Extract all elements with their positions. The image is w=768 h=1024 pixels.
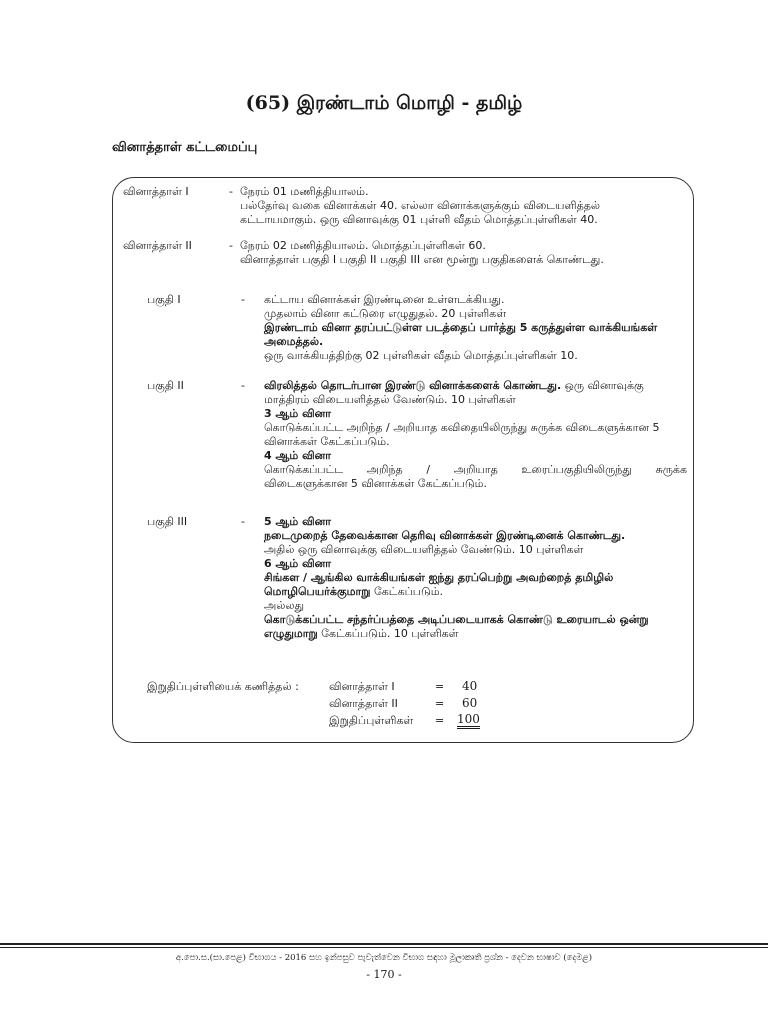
footer-rule bbox=[0, 943, 768, 945]
part2-line2: மாத்திரம் விடையளித்தல் வேண்டும். 10 புள்ளிகள் bbox=[264, 393, 516, 406]
paper2-text bbox=[240, 239, 683, 267]
paper2-line: நேரம் 02 மணித்தியாலம். மொத்தப்புள்ளிகள் 60. bbox=[240, 239, 486, 252]
q3-text: கொடுக்கப்பட்ட அறிந்த / அறியாத கவிதையிலிருந்து சுருக்க விடைகளுக்கான 5 வினாக்கள் கேட்கப்படும். bbox=[264, 421, 660, 448]
calc-total-value: 100 bbox=[457, 712, 480, 729]
calc-label: வினாத்தாள் I bbox=[329, 680, 395, 693]
paper1-label: வினாத்தாள் I bbox=[123, 185, 189, 198]
or-text: அல்லது bbox=[264, 599, 305, 612]
alt-line bbox=[264, 613, 687, 641]
calc-label: இறுதிப்புள்ளிகள் bbox=[329, 714, 414, 727]
paper2-dash: - bbox=[229, 239, 233, 252]
part1-line1: கட்டாய வினாக்கள் இரண்டினை உள்ளடக்கியது. bbox=[264, 293, 505, 306]
part1-text bbox=[264, 293, 687, 363]
calc-label: வினாத்தாள் II bbox=[329, 697, 398, 710]
part1-line2: முதலாம் வினா கட்டுரை எழுதுதல். 20 புள்ளிகள் bbox=[264, 307, 507, 320]
calc-eq: = bbox=[435, 697, 445, 710]
part1-dash: - bbox=[241, 293, 245, 306]
part2-bold: விரலித்தல் தொடர்பான இரண்டு வினாக்களைக் கொண்டது. bbox=[264, 379, 562, 392]
part1-bold: இரண்டாம் வினா தரப்பட்டுள்ள படத்தைப் பார்த்து 5 கருத்துள்ள வாக்கியங்கள் அமைத்தல். bbox=[264, 321, 658, 348]
part2-intro bbox=[264, 379, 687, 393]
paper1-dash: - bbox=[229, 185, 233, 198]
q5-text: அதில் ஒரு வினாவுக்கு விடையளித்தல் வேண்டும். 10 புள்ளிகள் bbox=[264, 543, 584, 556]
part1-line3: ஒரு வாக்கியத்திற்கு 02 புள்ளிகள் வீதம் மொத்தப்புள்ளிகள் 10. bbox=[264, 349, 578, 362]
q4-heading: 4 ஆம் வினா bbox=[264, 449, 332, 462]
paper1-text bbox=[240, 185, 683, 227]
q6-heading: 6 ஆம் வினா bbox=[264, 557, 332, 570]
final-mark-calculation bbox=[147, 680, 567, 730]
section-heading: வினாத்தாள் கட்டமைப்பு bbox=[112, 140, 258, 155]
paper1-line: கட்டாயமாகும். ஒரு வினாவுக்கு 01 புள்ளி வீதம் மொத்தப்புள்ளிகள் 40. bbox=[240, 213, 598, 226]
paper2-label: வினாத்தாள் II bbox=[123, 239, 192, 252]
part1-label: பகுதி I bbox=[147, 293, 181, 306]
page-number: - 170 - bbox=[366, 968, 402, 981]
q3-heading: 3 ஆம் வினா bbox=[264, 407, 332, 420]
alt-text: கேட்கப்படும். 10 புள்ளிகள் bbox=[317, 627, 459, 640]
calc-eq: = bbox=[435, 680, 445, 693]
q4-text-b: விடைகளுக்கான 5 வினாக்கள் கேட்கப்படும். bbox=[264, 477, 487, 490]
part3-label: பகுதி III bbox=[147, 515, 188, 528]
footer-rule-thin bbox=[0, 947, 768, 948]
part2-label: பகுதி II bbox=[147, 379, 184, 392]
part3-text bbox=[264, 515, 687, 641]
q4-text-a: கொடுக்கப்பட்ட அறிந்த / அறியாத உரைப்பகுதியிலிருந்து சுருக்க bbox=[264, 463, 687, 476]
q6-line bbox=[264, 571, 687, 599]
q5-bold: நடைமுறைத் தேவைக்கான தெரிவு வினாக்கள் இரண்டினைக் கொண்டது. bbox=[264, 529, 626, 542]
paper2-line: வினாத்தாள் பகுதி I பகுதி II பகுதி III என மூன்று பகுதிகளைக் கொண்டது. bbox=[240, 253, 604, 266]
alt-bold: கொடுக்கப்பட்ட சந்தர்ப்பத்தை அடிப்படையாகக் கொண்டு உரையாடல் ஒன்று எழுதுமாறு bbox=[264, 613, 649, 640]
footer-text: අ.පො.ස.(සා.පෙළ) විභාගය - 2016 සහ ඉන්පසුව පැවැත්වෙන විභාග සඳහා මූලාකෘති ප්‍රශ්න - දෙවන භාෂාව (දෙමළ) bbox=[175, 953, 593, 963]
part2-line1: ஒரு வினாவுக்கு bbox=[561, 379, 644, 392]
part3-dash: - bbox=[241, 515, 245, 528]
paper1-line: நேரம் 01 மணித்தியாலம். bbox=[240, 185, 369, 198]
part2-dash: - bbox=[241, 379, 245, 392]
page-title: (65) இரண்டாம் மொழி - தமிழ் bbox=[245, 92, 523, 114]
calc-value: 60 bbox=[462, 696, 478, 710]
part2-text bbox=[264, 379, 687, 491]
calc-lead: இறுதிப்புள்ளியைக் கணித்தல் : bbox=[147, 680, 299, 693]
paper1-line: பல்தேர்வு வகை வினாக்கள் 40. எல்லா வினாக்களுக்கும் விடையளித்தல் bbox=[240, 199, 601, 212]
q6-text: கேட்கப்படும். bbox=[370, 585, 444, 598]
calc-value: 40 bbox=[462, 679, 478, 693]
q6-bold: சிங்கள / ஆங்கில வாக்கியங்கள் ஐந்து தரப்பெற்று அவற்றைத் தமிழில் மொழிபெயர்க்குமாறு bbox=[264, 571, 614, 598]
q5-heading: 5 ஆம் வினா bbox=[264, 515, 332, 528]
calc-eq: = bbox=[435, 714, 445, 727]
